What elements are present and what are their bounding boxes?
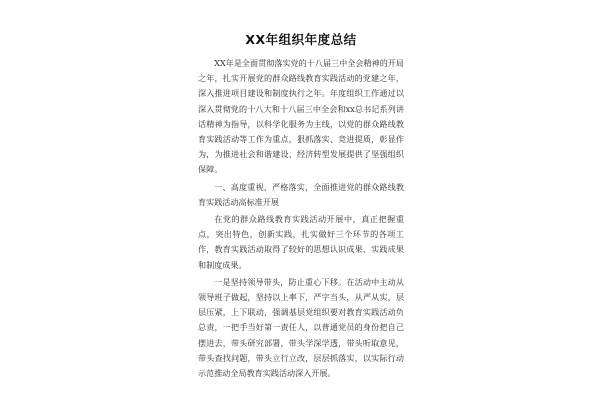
paragraph-activity: 在党的群众路线教育实践活动开展中，真正把握重点，突出特色，创新实践，扎实做好三个环节的各项工作，教育实践活动取得了较好的思想认识成果、实践成果和制度成果。 <box>198 214 404 270</box>
paragraph-section-heading: 一、高度重视、严格落实，全面推进党的群众路线教育实践活动高标准开展 <box>198 181 404 207</box>
document-page <box>198 30 404 383</box>
paragraph-intro: XX年是全面贯彻落实党的十八届三中全会精神的开局之年，扎实开展党的群众路线教育实践活动的党建之年，深入推进项目建设和制度执行之年。年度组织工作通过以深入贯彻党的十八大和十八届三中全会和xx总书记系列讲话精神为指导，以科学化服务为主线，以党的群众路线教育实践活动等工作为重点，狠抓落实、竞进提质，彰显作为，为推进社会和谐建设、经济转型发展提供了坚强组织保障。 <box>198 58 404 175</box>
paragraph-leadership: 一是坚持领导带头，防止重心下移。在活动中主动从领导班子做起，坚持以上率下，严字当头，从严从实，层层压紧，上下联动，强调基层党组织要对教育实践活动负总责，一把手当好第一责任人，以普通党员的身份把自己摆进去，带头研究部署，带头学深学透，带头听取意见，带头查找问题，带头立行立改，层层抓落实，以实际行动示范推动全局教育实践活动深入开展。 <box>198 276 404 379</box>
document-title: XX年组织年度总结 <box>245 32 357 47</box>
